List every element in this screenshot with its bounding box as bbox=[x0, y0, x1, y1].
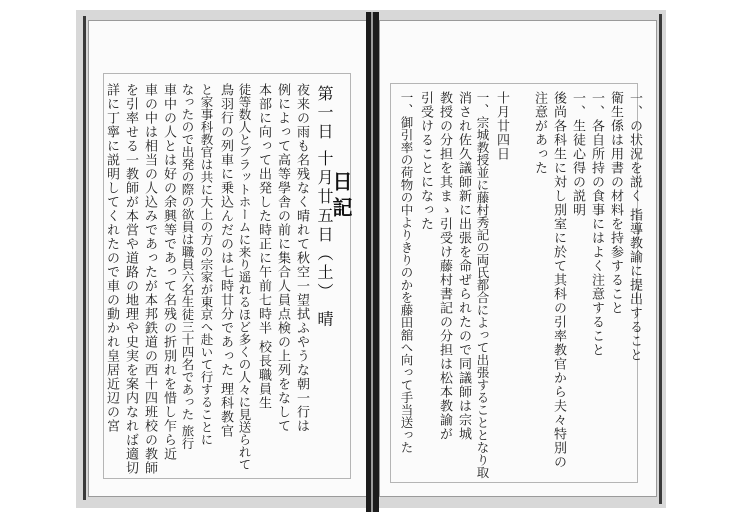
text-line: と家事科教官は共に大上の方の宗家が東京へ赴いて行することに bbox=[199, 83, 214, 446]
book-edge-right bbox=[659, 14, 662, 504]
text-line: 引受けることになった bbox=[418, 91, 433, 231]
diary-day-header: 第一日 十月廿五日（土） 晴 bbox=[315, 85, 334, 330]
text-line: 例によって高等學舎の前に集合人員点検の上列をなして bbox=[275, 83, 290, 433]
text-line: 十月廿四日 bbox=[494, 91, 509, 161]
text-line: 教授の分担を其まゝ引受け藤村書記の分担は松本教諭が bbox=[437, 91, 452, 441]
right-page bbox=[379, 20, 657, 497]
left-page bbox=[88, 20, 368, 497]
book-gutter bbox=[366, 12, 379, 512]
text-line: 徒等数人とブラットホームに来り遥れるほど多くの人々に見送られて bbox=[237, 83, 252, 471]
text-line: 一、各自所持の食事にはよく注意すること bbox=[589, 91, 604, 357]
text-line: 夜来の雨も名残なく晴れて秋空一望拭ふやうな朝一行は bbox=[294, 83, 309, 433]
text-line: 一、御引率の荷物の中よりきりのかを藤田舘へ向って手当送った bbox=[399, 91, 414, 454]
text-line: 一、宗城教授並に藤村秀記の両氏都合によって出張することとなり取 bbox=[475, 91, 490, 479]
text-line: 一、の状況を説く 指導教諭に提出すること bbox=[627, 91, 642, 363]
diary-title: 日記 bbox=[329, 171, 353, 223]
text-line: 車の中は相当の人込みであったが本邦鉄道の西十四班校の教師 bbox=[142, 83, 157, 475]
text-line: なったので出発の際の欲員は職員六名生徒三十四名であった 旅行 bbox=[180, 83, 195, 450]
text-line: 一、生徒心得の説明 bbox=[570, 91, 585, 217]
text-line: 鳥羽行の列車に乗込んだのは七時廿分であった 理科教官 bbox=[218, 83, 233, 439]
text-line: を引率せる一教師が本営や道路の地理や史実を案内なれば適切 bbox=[123, 83, 138, 475]
text-line: 衛生係は用書の材料を持参すること bbox=[608, 91, 623, 315]
text-line: 消され佐久議師新に出張を命ぜられたので同議師は宗城 bbox=[456, 91, 471, 441]
text-line: 後尚各科生に対し別室に於て其科の引率教官から夫々特別の bbox=[551, 91, 566, 469]
text-line: 本部に向って出発した時正に午前七時半 校長職員生 bbox=[256, 83, 271, 411]
text-line: 注意があった bbox=[532, 91, 547, 175]
text-line: 詳に丁寧に説明してくれたので車の動かれ皇居近辺の宮 bbox=[104, 83, 119, 433]
text-line: 車中の人とは好の余興等であって名残の折別れを惜し乍ら近 bbox=[161, 83, 176, 461]
book-edge-left bbox=[83, 16, 86, 500]
